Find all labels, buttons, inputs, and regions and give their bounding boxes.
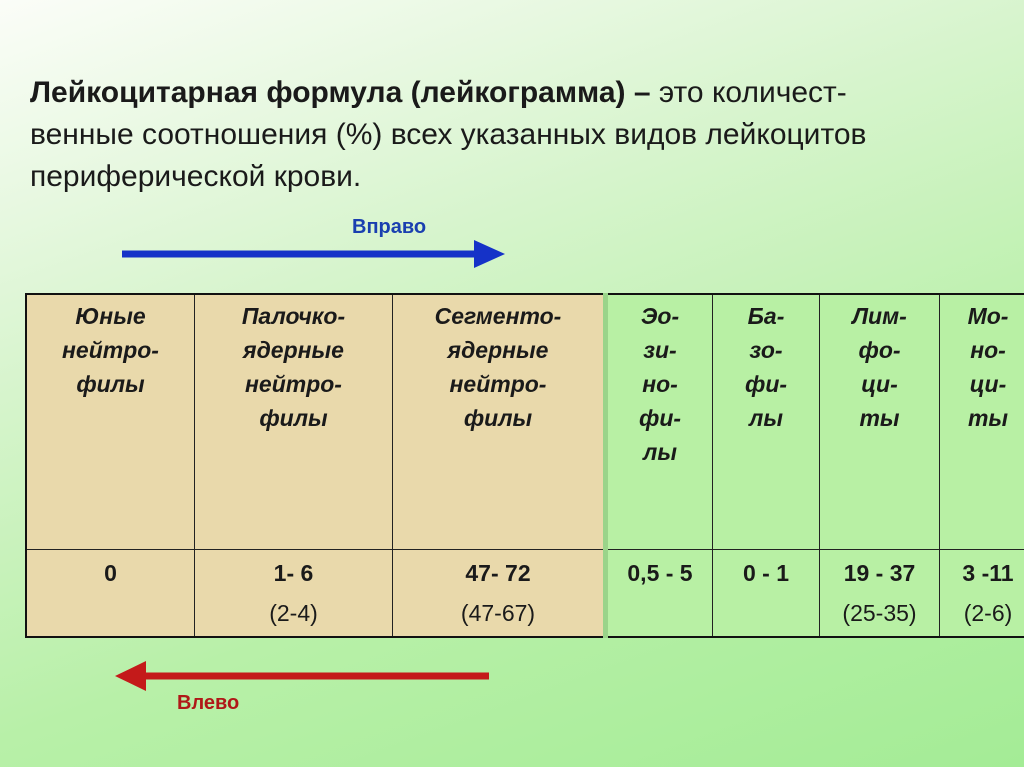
column-header-5 (713, 294, 820, 550)
column-header-4-line-2: зи- (643, 337, 677, 363)
column-header-5-line-4: лы (749, 405, 783, 431)
column-header-3-line-1: Сегменто- (434, 303, 562, 329)
arrow-left-head (115, 661, 146, 691)
definition-line-1 (30, 72, 1010, 114)
column-header-4-line-4: фи- (638, 405, 682, 431)
range-value: 0,5 - 5 (627, 560, 693, 586)
column-header-5-line-3: фи- (744, 371, 788, 397)
column-header-7-line-2: но- (970, 337, 1006, 363)
column-header-1 (26, 294, 195, 550)
range-value: 3 -11 (962, 560, 1014, 586)
column-value-5 (713, 550, 820, 638)
column-header-2-line-2: ядерные (243, 337, 344, 363)
column-header-6-line-4: ты (859, 405, 900, 431)
column-header-2 (195, 294, 393, 550)
definition-text (30, 72, 1010, 198)
range-value: 1- 6 (273, 560, 314, 586)
leukogram-table (25, 293, 1024, 638)
column-header-6 (820, 294, 940, 550)
column-header-7-line-1: Мо- (967, 303, 1009, 329)
definition-line-3: периферической крови. (30, 160, 362, 193)
table-header-row (26, 294, 1024, 550)
column-header-5-line-1: Ба- (747, 303, 785, 329)
arrow-left-icon (113, 659, 491, 693)
column-header-7 (940, 294, 1024, 550)
normal-range-value: (2-6) (963, 600, 1013, 626)
column-header-3-line-3: нейтро- (449, 371, 547, 397)
column-header-1-line-2: нейтро- (62, 337, 159, 363)
column-header-3 (393, 294, 606, 550)
column-header-2-line-4: филы (259, 405, 328, 431)
column-header-4-line-3: но- (642, 371, 678, 397)
range-value: 47- 72 (465, 560, 531, 586)
shift-left-label: Влево (177, 692, 240, 714)
normal-range-value: (25-35) (842, 600, 917, 626)
column-header-6-line-2: фо- (858, 337, 901, 363)
column-value-3 (393, 550, 606, 638)
definition-line-2: венные соотношения (%) всех указанных видов лейкоцитов (30, 118, 867, 151)
column-header-5-line-2: зо- (749, 337, 783, 363)
table-values-row (26, 550, 1024, 638)
column-value-1 (26, 550, 195, 638)
column-value-4 (606, 550, 713, 638)
column-header-4-line-5: лы (643, 439, 677, 465)
column-header-3-line-4: филы (463, 405, 533, 431)
column-header-4 (606, 294, 713, 550)
column-header-1-line-1: Юные (75, 303, 146, 329)
arrow-right-icon (122, 238, 507, 270)
column-header-2-line-1: Палочко- (241, 303, 346, 329)
normal-range-value: (47-67) (460, 600, 536, 626)
column-header-4-line-1: Эо- (640, 303, 680, 329)
column-value-2 (195, 550, 393, 638)
column-value-7 (940, 550, 1024, 638)
column-header-6-line-1: Лим- (852, 303, 907, 329)
arrow-right-head (474, 240, 505, 268)
range-value: 0 - 1 (742, 560, 790, 586)
column-header-7-line-4: ты (967, 405, 1009, 431)
column-header-2-line-3: нейтро- (245, 371, 342, 397)
normal-range-value: (2-4) (269, 600, 318, 626)
column-header-3-line-2: ядерные (447, 337, 549, 363)
column-header-6-line-3: ци- (861, 371, 898, 397)
definition-term: Лейкоцитарная формула (лейкограмма) – (30, 76, 651, 109)
definition-line-1-rest: это количест- (650, 76, 847, 109)
column-header-7-line-3: ци- (969, 371, 1007, 397)
column-header-1-line-3: филы (76, 371, 145, 397)
range-value: 0 (104, 560, 117, 586)
shift-right-label: Вправо (352, 216, 427, 238)
range-value: 19 - 37 (843, 560, 916, 586)
column-value-6 (820, 550, 940, 638)
